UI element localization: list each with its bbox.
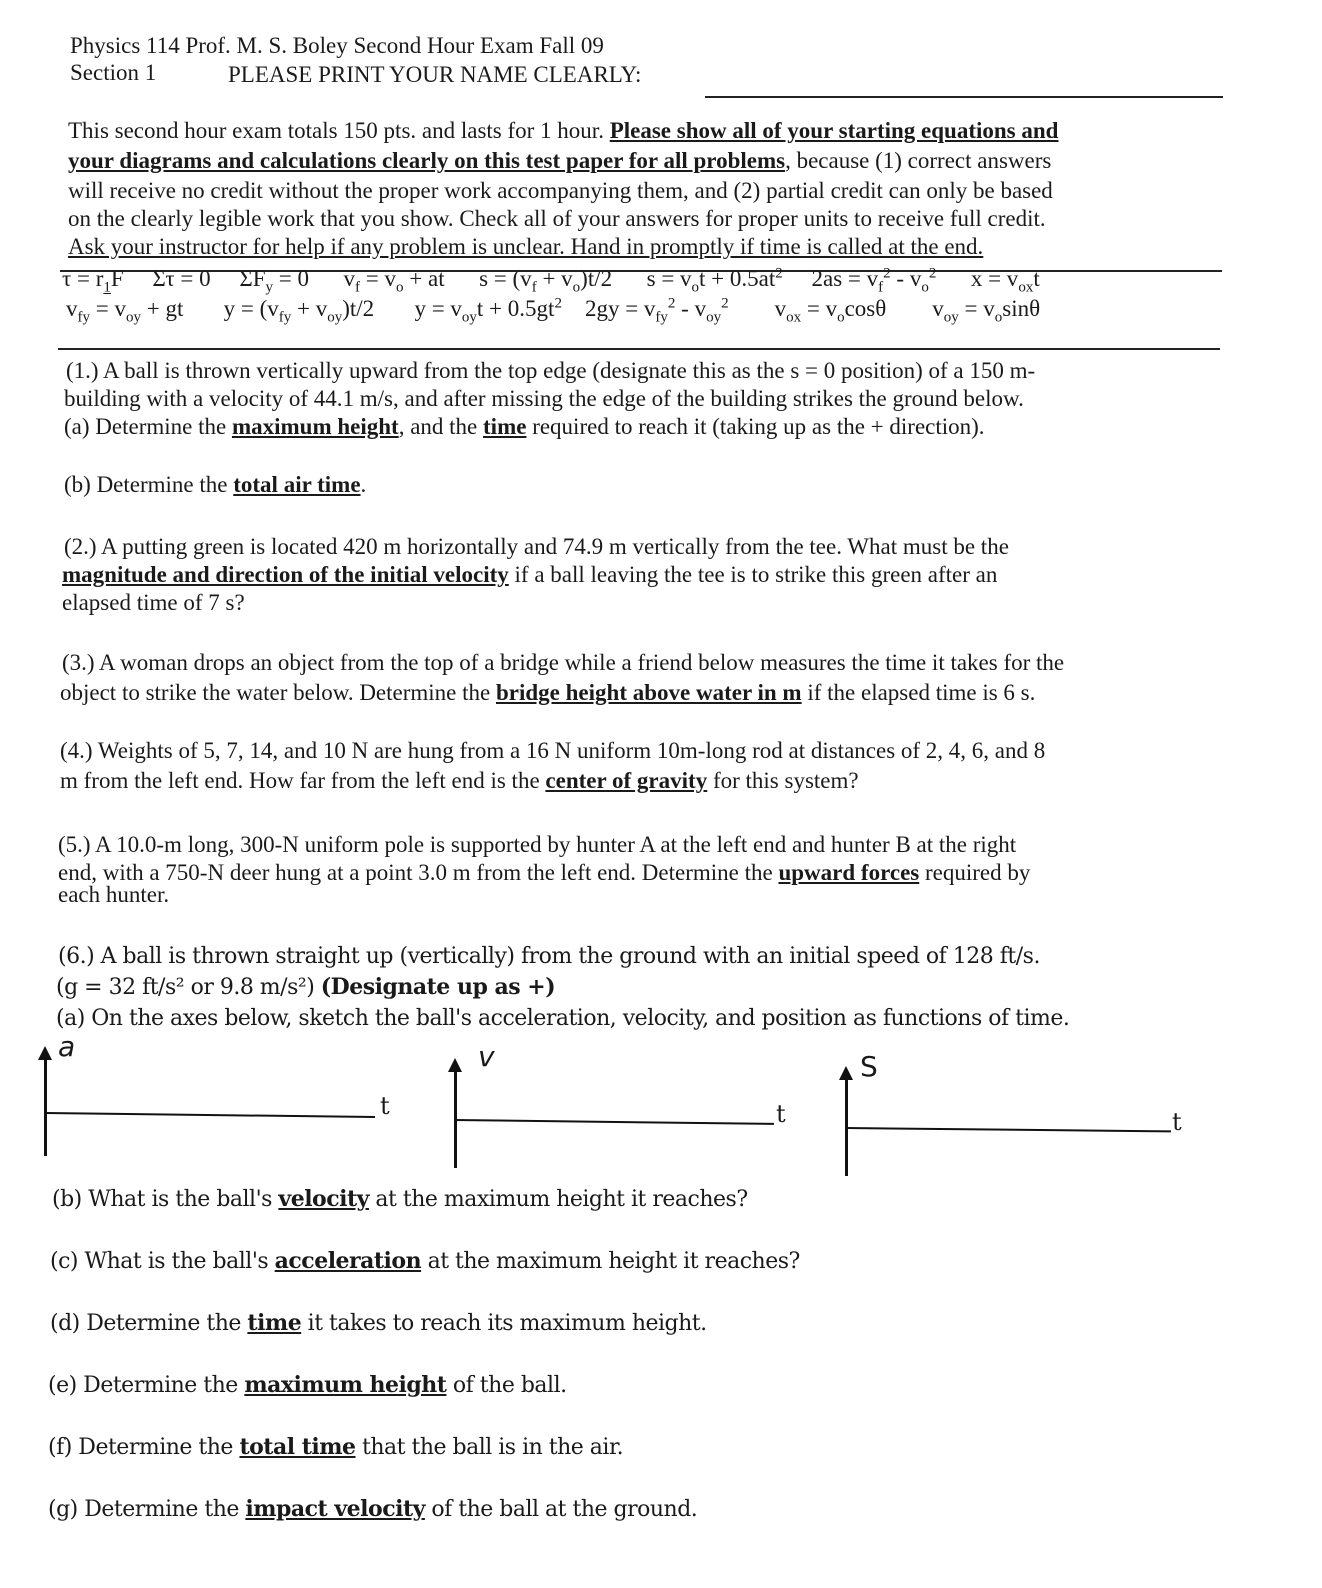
instruction-text: , because (1) correct answers xyxy=(785,148,1052,173)
text: at the maximum height it reaches? xyxy=(368,1187,748,1212)
keyword: time xyxy=(483,414,527,439)
name-line[interactable] xyxy=(705,96,1223,98)
eq-s: $s = v_ot + 0.5at^2$ xyxy=(646,265,783,296)
text: required by xyxy=(919,860,1031,885)
text: (g = 32 ft/s² or 9.8 m/s²) xyxy=(56,975,321,1000)
keyword: impact velocity xyxy=(245,1496,425,1522)
problem-5-line-2 xyxy=(58,860,1030,886)
keyword: upward forces xyxy=(778,860,920,885)
problem-6d xyxy=(50,1310,707,1337)
problem-1a xyxy=(64,414,985,440)
problem-1-line-2: building with a velocity of 44.1 m/s, and after missing the edge of the building strikes the ground below. xyxy=(64,386,1024,411)
text: (g) Determine the xyxy=(48,1497,246,1522)
x-axis xyxy=(45,1112,375,1118)
instruction-emphasis: Please show all of your starting equations and xyxy=(609,118,1059,143)
eq-y-avg: $y = (v_{fy} + v_{oy})t/2$ xyxy=(223,296,375,326)
text: (b) Determine the xyxy=(64,472,234,497)
text: (c) What is the ball's xyxy=(50,1249,275,1274)
text: end, with a 750-N deer hung at a point 3.0 m from the left end. Determine the xyxy=(58,860,779,885)
axis-label-v: v xyxy=(478,1040,495,1073)
instructions-line-3: will receive no credit without the proper work accompanying them, and (2) partial credit can only be based xyxy=(68,178,1053,203)
problem-6g xyxy=(48,1496,697,1523)
text: for this system? xyxy=(707,768,859,793)
keyword: maximum height xyxy=(231,414,399,439)
instruction-text: This second hour exam totals 150 pts. and lasts for 1 hour. xyxy=(68,118,610,143)
text: m from the left end. How far from the left end is the xyxy=(60,768,546,793)
text: if the elapsed time is 6 s. xyxy=(801,680,1036,705)
axis-label-s: S xyxy=(860,1050,878,1083)
problem-6b xyxy=(52,1186,748,1213)
problem-6e xyxy=(48,1372,567,1399)
problem-5-line-3: each hunter. xyxy=(58,882,170,907)
text: . xyxy=(360,472,367,497)
keyword: magnitude and direction of the initial velocity xyxy=(62,562,509,587)
problem-2-line-3: elapsed time of 7 s? xyxy=(62,590,245,615)
axis-label-t: t xyxy=(776,1100,786,1128)
axis-label-a: a xyxy=(58,1030,76,1063)
text: (e) Determine the xyxy=(48,1373,245,1398)
text: object to strike the water below. Determine the xyxy=(60,680,496,705)
instruction-emphasis: your diagrams and calculations clearly on this test paper for all problems xyxy=(68,148,786,173)
equations-row-1 xyxy=(62,265,1040,296)
text: at the maximum height it reaches? xyxy=(421,1249,800,1274)
instructions-line-2 xyxy=(68,148,1051,174)
keyword: center of gravity xyxy=(545,768,708,793)
x-axis xyxy=(454,1119,774,1125)
instructions-line-5: Ask your instructor for help if any problem is unclear. Hand in promptly if time is called at the end. xyxy=(68,234,984,259)
text: it takes to reach its maximum height. xyxy=(301,1311,707,1336)
problem-4-line-2 xyxy=(60,768,859,794)
instructions-line-4: on the clearly legible work that you show. Check all of your answers for proper units to receive full credit. xyxy=(68,206,1046,231)
divider xyxy=(58,348,1220,350)
problem-6-line-1: (6.) A ball is thrown straight up (vertically) from the ground with an initial speed of 128 ft/s. xyxy=(58,944,1040,969)
name-prompt: PLEASE PRINT YOUR NAME CLEARLY: xyxy=(228,62,642,87)
problem-2-line-1: (2.) A putting green is located 420 m horizontally and 74.9 m vertically from the tee. What must be the xyxy=(64,534,1009,559)
text: (b) What is the ball's xyxy=(52,1187,279,1212)
text: of the ball. xyxy=(446,1373,567,1398)
keyword: time xyxy=(247,1310,302,1336)
eq-vfy: $v_{fy} = v_{oy}$ + gt xyxy=(66,296,184,326)
problem-4-line-1: (4.) Weights of 5, 7, 14, and 10 N are hung from a 16 N uniform 10m-long rod at distances of 2, 4, 6, and 8 xyxy=(60,738,1046,763)
eq-x: $x = v_{ox}t$ xyxy=(970,266,1040,296)
eq-vox: $v_{ox} = v_o\cos\theta$ xyxy=(774,296,887,326)
problem-3-line-2 xyxy=(60,680,1035,706)
eq-2gy: $2gy = v_{fy}^2 - v_{oy}^2$ xyxy=(584,295,729,326)
text: , and the xyxy=(398,414,484,439)
eq-2as: $2as = v_f^2 - v_o^2$ xyxy=(811,265,937,296)
problem-6f xyxy=(48,1434,623,1461)
equations-row-2 xyxy=(66,295,1041,326)
problem-6a: (a) On the axes below, sketch the ball's acceleration, velocity, and position as functions of time. xyxy=(56,1006,1070,1031)
keyword: maximum height xyxy=(244,1372,447,1398)
y-axis xyxy=(44,1056,47,1156)
eq-vf: $v_f = v_o$ + at xyxy=(343,266,445,296)
problem-3-line-1: (3.) A woman drops an object from the top of a bridge while a friend below measures the time it takes for the xyxy=(62,650,1065,675)
keyword: acceleration xyxy=(274,1248,422,1274)
problem-1-line-1: (1.) A ball is thrown vertically upward from the top edge (designate this as the s = 0 position) of a 150 m- xyxy=(66,358,1036,383)
instructions-line-1 xyxy=(68,118,1058,144)
text: (d) Determine the xyxy=(50,1311,248,1336)
problem-6c xyxy=(50,1248,800,1275)
text: required to reach it (taking up as the + direction). xyxy=(526,414,985,439)
eq-s-avg: $s = (v_f + v_o)t/2$ xyxy=(479,266,613,296)
exam-title: Physics 114 Prof. M. S. Boley Second Hour Exam Fall 09 xyxy=(70,33,604,58)
keyword: velocity xyxy=(278,1186,369,1212)
eq-torque: $\tau = r_1F$ xyxy=(62,266,124,296)
axis-label-t: t xyxy=(380,1092,390,1120)
text: that the ball is in the air. xyxy=(355,1435,624,1460)
text: (f) Determine the xyxy=(48,1435,240,1460)
section-label: Section 1 xyxy=(70,60,157,85)
keyword: total air time xyxy=(233,472,361,497)
keyword: total time xyxy=(239,1434,356,1460)
problem-2-line-2 xyxy=(62,562,997,588)
text: (a) Determine the xyxy=(64,414,232,439)
problem-1b xyxy=(64,472,366,498)
text: of the ball at the ground. xyxy=(424,1497,698,1522)
keyword: bridge height above water in m xyxy=(496,680,802,705)
eq-sum-force: $\Sigma F_y = 0$ xyxy=(239,266,310,296)
eq-y: $y = v_{oy}t + 0.5gt^2$ xyxy=(414,295,562,326)
problem-6-line-2 xyxy=(56,974,555,1001)
axis-label-t: t xyxy=(1172,1108,1182,1136)
eq-sum-torque: Στ = 0 xyxy=(152,266,211,291)
text: if a ball leaving the tee is to strike this green after an xyxy=(508,562,998,587)
problem-5-line-1: (5.) A 10.0-m long, 300-N uniform pole is supported by hunter A at the left end and hunter B at the right xyxy=(58,832,1017,857)
y-axis xyxy=(454,1068,457,1168)
x-axis xyxy=(846,1127,1171,1132)
keyword: (Designate up as +) xyxy=(320,974,556,1000)
eq-voy: $v_{oy} = v_o\sin\theta$ xyxy=(932,296,1041,326)
